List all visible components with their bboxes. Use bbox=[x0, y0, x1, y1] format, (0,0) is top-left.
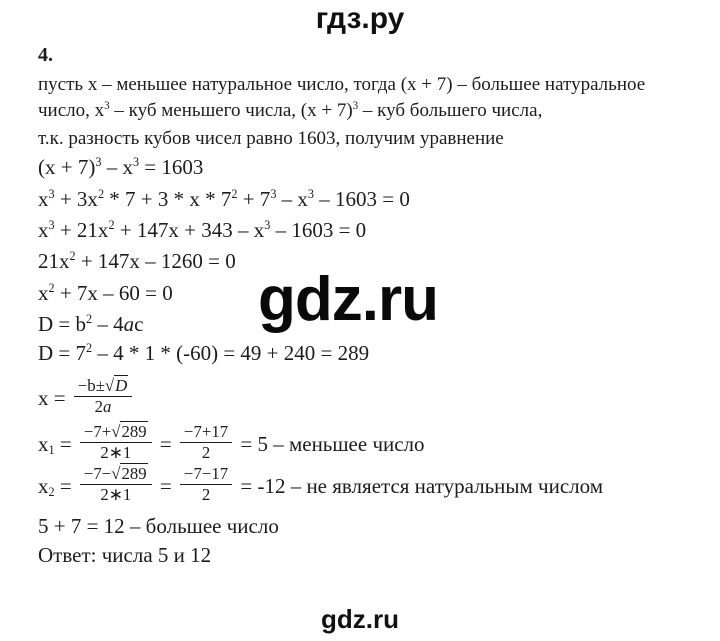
superscript: 3 bbox=[270, 187, 277, 202]
fraction: $\frac{-7-17}{2}$ bbox=[180, 465, 232, 505]
equation-cubes: $(x + 7)^3 - x^3 = 1603$ bbox=[38, 155, 204, 179]
formula-discriminant: $D = b^2 - 4ac$ bbox=[38, 312, 144, 336]
equation-expanded: $x^3 + 3x^2 * 7 + 3 * x * 7^2 + 7^3 - x^3 - 1603 = 0$ bbox=[38, 187, 410, 211]
sqrt-radicand: 289 bbox=[121, 422, 147, 441]
calc-larger-number: 5 + 7 = 12 – большее число bbox=[38, 514, 279, 538]
calc-root-1: x1 = $\frac{-7+√289}{2∗1}$ = $\frac{-7+17}{2}$ = 5 – меньшее число bbox=[38, 422, 425, 463]
fraction: $\frac{-b\pm√D}{2a}$ bbox=[74, 377, 132, 417]
fraction: $\frac{-7+√289}{2∗1}$ bbox=[80, 423, 152, 463]
italic-variable: a bbox=[103, 397, 112, 417]
subscript: 2 bbox=[48, 485, 55, 500]
superscript: 2 bbox=[108, 218, 115, 233]
problem-number: 4. bbox=[38, 44, 53, 66]
formula-roots: x = $\frac{-b\pm√D}{2a}$ bbox=[38, 380, 135, 420]
superscript: 3 bbox=[95, 155, 102, 170]
answer: Ответ: числа 5 и 12 bbox=[38, 543, 212, 567]
subscript: 1 bbox=[48, 443, 55, 458]
superscript: 2 bbox=[86, 341, 93, 356]
superscript: 3 bbox=[264, 218, 271, 233]
superscript: 3 bbox=[104, 100, 110, 113]
superscript: 3 bbox=[48, 187, 55, 202]
site-logo-header: гдз.ру bbox=[315, 2, 405, 35]
superscript: 2 bbox=[97, 187, 105, 202]
superscript: 3 bbox=[132, 155, 140, 170]
equation-quadratic-reduced: $x^2 + 7x - 60 = 0$ bbox=[38, 281, 173, 305]
sqrt-radicand: D bbox=[115, 376, 128, 395]
superscript: 2 bbox=[69, 249, 76, 264]
line-condition: т.к. разность кубов чисел равно 1603, получим уравнение bbox=[38, 128, 504, 149]
superscript: 2 bbox=[48, 281, 55, 296]
watermark-text: gdz.ru bbox=[258, 265, 438, 334]
superscript: 3 bbox=[48, 218, 55, 233]
equation-quadratic-21: $21x^2 + 147x - 1260 = 0$ bbox=[38, 249, 236, 273]
italic-variable: a bbox=[123, 312, 135, 336]
paragraph-setup: пусть x – меньшее натуральное число, тогда (x + 7) – большее натуральное число, $x^3$ – куб меньшего числа, $(x + 7)^3$ – куб большего числа, bbox=[38, 74, 646, 121]
equation-simplified: $x^3 + 21x^2 + 147x + 343 - x^3 - 1603 = 0$ bbox=[38, 218, 367, 242]
sqrt-radicand: 289 bbox=[121, 464, 147, 483]
calc-discriminant: $D = 7^2 - 4 * 1 * (-60) = 49 + 240 = 289$ bbox=[38, 341, 370, 365]
site-logo-footer: gdz.ru bbox=[321, 604, 399, 634]
calc-root-2: x2 = $\frac{-7-√289}{2∗1}$ = $\frac{-7-17}{2}$ = -12 – не является натуральным числом bbox=[38, 464, 604, 505]
superscript: 3 bbox=[307, 187, 314, 202]
fraction: $\frac{-7-√289}{2∗1}$ bbox=[80, 465, 152, 505]
superscript: 2 bbox=[231, 187, 238, 202]
superscript: 3 bbox=[352, 100, 359, 113]
fraction: $\frac{-7+17}{2}$ bbox=[180, 423, 232, 463]
superscript: 2 bbox=[86, 312, 93, 327]
